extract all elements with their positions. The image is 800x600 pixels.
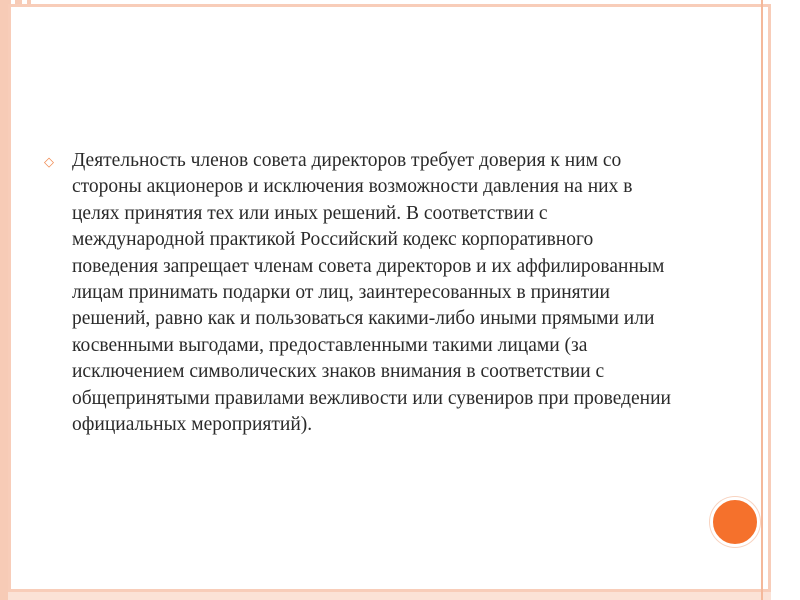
- orange-circle-decoration: [710, 497, 760, 547]
- slide-content: [44, 148, 684, 438]
- slide-bottom-band: [8, 592, 771, 600]
- diamond-outline-icon: ◇: [44, 154, 54, 169]
- bullet-item: [44, 148, 684, 438]
- right-accent-line: [761, 0, 763, 600]
- bullet-text: Деятельность членов совета директоров требует доверия к ним со стороны акционеров и исключения возможности давления на них в целях принятия тех или иных решений. В соответствии с международной практикой Российский кодекс корпоративного поведения запрещает членам совета директоров и их аффилированным лицам принимать подарки от лиц, заинтересованных в принятии решений, равно как и пользоваться какими-либо иными прямыми или косвенными выгодами, предоставленными такими лицами (за исключением символических знаков внимания в соответствии с общепринятыми правилами вежливости или сувениров при проведении официальных мероприятий).: [72, 150, 671, 436]
